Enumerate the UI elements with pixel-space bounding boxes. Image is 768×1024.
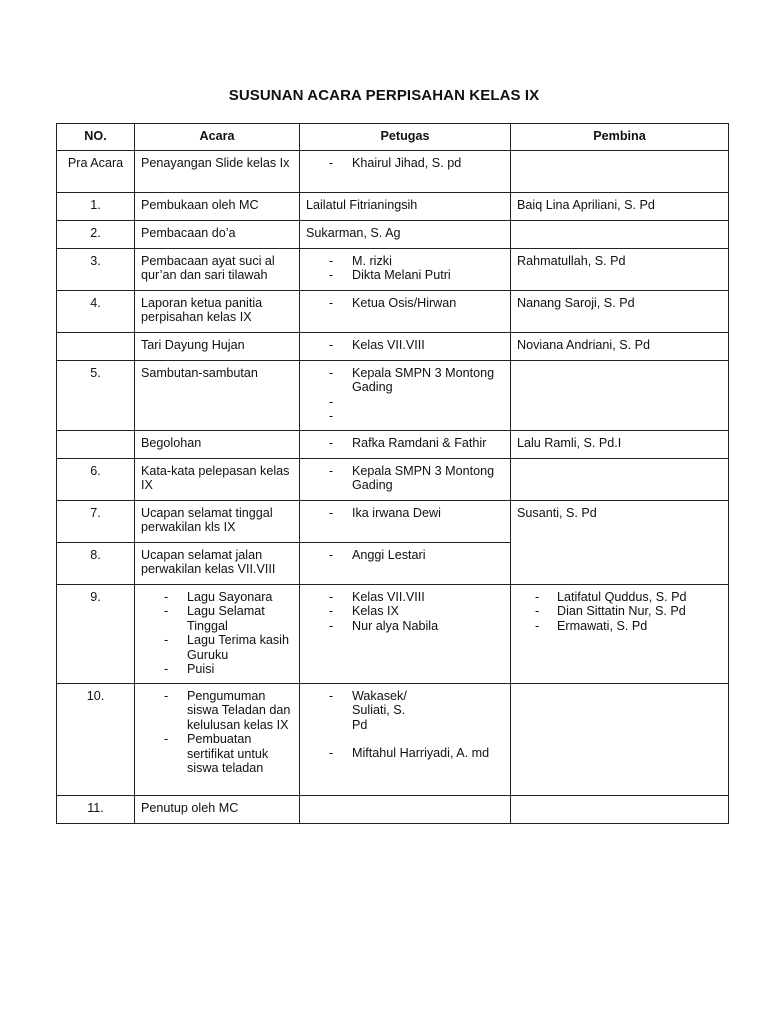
petugas-list bbox=[306, 689, 504, 761]
list-item: - Kepala SMPN 3 Montong Gading bbox=[306, 464, 504, 493]
petugas-list bbox=[306, 590, 504, 634]
row-acara: Pembukaan oleh MC bbox=[135, 192, 300, 220]
row-acara: Pembacaan ayat suci al qur’an dan sari tilawah bbox=[135, 248, 300, 290]
row-no: 3. bbox=[57, 248, 135, 290]
row-petugas bbox=[300, 683, 511, 795]
row-pembina: Rahmatullah, S. Pd bbox=[511, 248, 729, 290]
list-item: - Rafka Ramdani & Fathir bbox=[306, 436, 504, 451]
petugas-list bbox=[306, 506, 504, 521]
row-no: 10. bbox=[57, 683, 135, 795]
list-item: - Kelas VII.VIII bbox=[306, 338, 504, 353]
page-title: SUSUNAN ACARA PERPISAHAN KELAS IX bbox=[228, 87, 540, 104]
petugas-list bbox=[306, 464, 504, 493]
row-acara: Penutup oleh MC bbox=[135, 795, 300, 823]
list-item: - Kelas IX bbox=[306, 604, 504, 619]
header-pembina: Pembina bbox=[511, 124, 729, 151]
petugas-list bbox=[306, 548, 504, 563]
list-item: - Kelas VII.VIII bbox=[306, 590, 504, 605]
list-item bbox=[306, 395, 504, 410]
table-row bbox=[57, 500, 729, 542]
list-item bbox=[306, 409, 504, 424]
table-row bbox=[57, 192, 729, 220]
petugas-list bbox=[306, 296, 504, 311]
row-no: 8. bbox=[57, 542, 135, 584]
row-pembina bbox=[511, 360, 729, 430]
list-item: - Dian Sittatin Nur, S. Pd bbox=[517, 604, 722, 619]
row-no: Pra Acara bbox=[57, 150, 135, 192]
row-acara: Tari Dayung Hujan bbox=[135, 332, 300, 360]
row-no: 1. bbox=[57, 192, 135, 220]
row-no: 11. bbox=[57, 795, 135, 823]
table-row bbox=[57, 290, 729, 332]
row-acara: Laporan ketua panitia perpisahan kelas IX bbox=[135, 290, 300, 332]
row-acara: Begolohan bbox=[135, 430, 300, 458]
list-item: - Nur alya Nabila bbox=[306, 619, 504, 634]
table-row bbox=[57, 150, 729, 192]
petugas-list bbox=[306, 254, 504, 283]
row-no: 2. bbox=[57, 220, 135, 248]
petugas-list bbox=[306, 366, 504, 424]
row-petugas bbox=[300, 584, 511, 683]
row-acara: Kata-kata pelepasan kelas IX bbox=[135, 458, 300, 500]
row-no bbox=[57, 332, 135, 360]
row-pembina bbox=[511, 220, 729, 248]
row-petugas bbox=[300, 332, 511, 360]
row-acara: Ucapan selamat jalan perwakilan kelas VII.VIII bbox=[135, 542, 300, 584]
acara-list bbox=[141, 689, 293, 776]
row-pembina: Susanti, S. Pd bbox=[511, 500, 729, 584]
list-item: - Pengumuman siswa Teladan dan kelulusan kelas IX bbox=[141, 689, 293, 733]
list-item: - Lagu Terima kasih Guruku bbox=[141, 633, 293, 662]
petugas-list bbox=[306, 156, 504, 171]
row-acara: Ucapan selamat tinggal perwakilan kls IX bbox=[135, 500, 300, 542]
row-petugas bbox=[300, 430, 511, 458]
row-petugas bbox=[300, 150, 511, 192]
row-no bbox=[57, 430, 135, 458]
list-item: - Miftahul Harriyadi, A. md bbox=[306, 746, 504, 761]
acara-list bbox=[141, 590, 293, 677]
row-pembina bbox=[511, 795, 729, 823]
petugas-list bbox=[306, 338, 504, 353]
list-item: - Pembuatan sertifikat untuk siswa teladan bbox=[141, 732, 293, 776]
row-petugas bbox=[300, 458, 511, 500]
row-acara bbox=[135, 584, 300, 683]
table-row bbox=[57, 248, 729, 290]
row-pembina: Baiq Lina Apriliani, S. Pd bbox=[511, 192, 729, 220]
table-row bbox=[57, 795, 729, 823]
row-pembina bbox=[511, 150, 729, 192]
list-item: - Ika irwana Dewi bbox=[306, 506, 504, 521]
petugas-list bbox=[306, 436, 504, 451]
pembina-list bbox=[517, 590, 722, 634]
header-petugas: Petugas bbox=[300, 124, 511, 151]
list-item: - Dikta Melani Putri bbox=[306, 268, 504, 283]
row-pembina: Lalu Ramli, S. Pd.I bbox=[511, 430, 729, 458]
table-row bbox=[57, 584, 729, 683]
list-item: - Ermawati, S. Pd bbox=[517, 619, 722, 634]
row-no: 4. bbox=[57, 290, 135, 332]
table-row bbox=[57, 458, 729, 500]
header-no: NO. bbox=[57, 124, 135, 151]
list-item: - Khairul Jihad, S. pd bbox=[306, 156, 504, 171]
row-acara: Penayangan Slide kelas Ix bbox=[135, 150, 300, 192]
list-item: - Wakasek/ Suliati, S. Pd bbox=[306, 689, 504, 733]
row-pembina: Nanang Saroji, S. Pd bbox=[511, 290, 729, 332]
list-item: - Puisi bbox=[141, 662, 293, 677]
row-pembina bbox=[511, 584, 729, 683]
row-petugas bbox=[300, 795, 511, 823]
table-row bbox=[57, 360, 729, 430]
row-petugas bbox=[300, 290, 511, 332]
schedule-table bbox=[56, 123, 729, 824]
header-acara: Acara bbox=[135, 124, 300, 151]
table-row bbox=[57, 683, 729, 795]
row-petugas bbox=[300, 500, 511, 542]
row-petugas bbox=[300, 542, 511, 584]
row-no: 5. bbox=[57, 360, 135, 430]
row-petugas bbox=[300, 360, 511, 430]
list-item: - Ketua Osis/Hirwan bbox=[306, 296, 504, 311]
row-petugas: Sukarman, S. Ag bbox=[300, 220, 511, 248]
table-row bbox=[57, 430, 729, 458]
row-acara: Pembacaan do’a bbox=[135, 220, 300, 248]
list-item: - Latifatul Quddus, S. Pd bbox=[517, 590, 722, 605]
table-row bbox=[57, 220, 729, 248]
row-acara bbox=[135, 683, 300, 795]
row-pembina: Noviana Andriani, S. Pd bbox=[511, 332, 729, 360]
list-item: - Kepala SMPN 3 Montong Gading bbox=[306, 366, 504, 395]
table-row bbox=[57, 332, 729, 360]
row-petugas: Lailatul Fitrianingsih bbox=[300, 192, 511, 220]
list-item: - M. rizki bbox=[306, 254, 504, 269]
list-item: - Lagu Selamat Tinggal bbox=[141, 604, 293, 633]
header-row bbox=[57, 124, 729, 151]
row-no: 7. bbox=[57, 500, 135, 542]
row-petugas bbox=[300, 248, 511, 290]
row-pembina bbox=[511, 458, 729, 500]
row-no: 9. bbox=[57, 584, 135, 683]
list-item: - Lagu Sayonara bbox=[141, 590, 293, 605]
row-pembina bbox=[511, 683, 729, 795]
list-item: - Anggi Lestari bbox=[306, 548, 504, 563]
row-acara: Sambutan-sambutan bbox=[135, 360, 300, 430]
row-no: 6. bbox=[57, 458, 135, 500]
